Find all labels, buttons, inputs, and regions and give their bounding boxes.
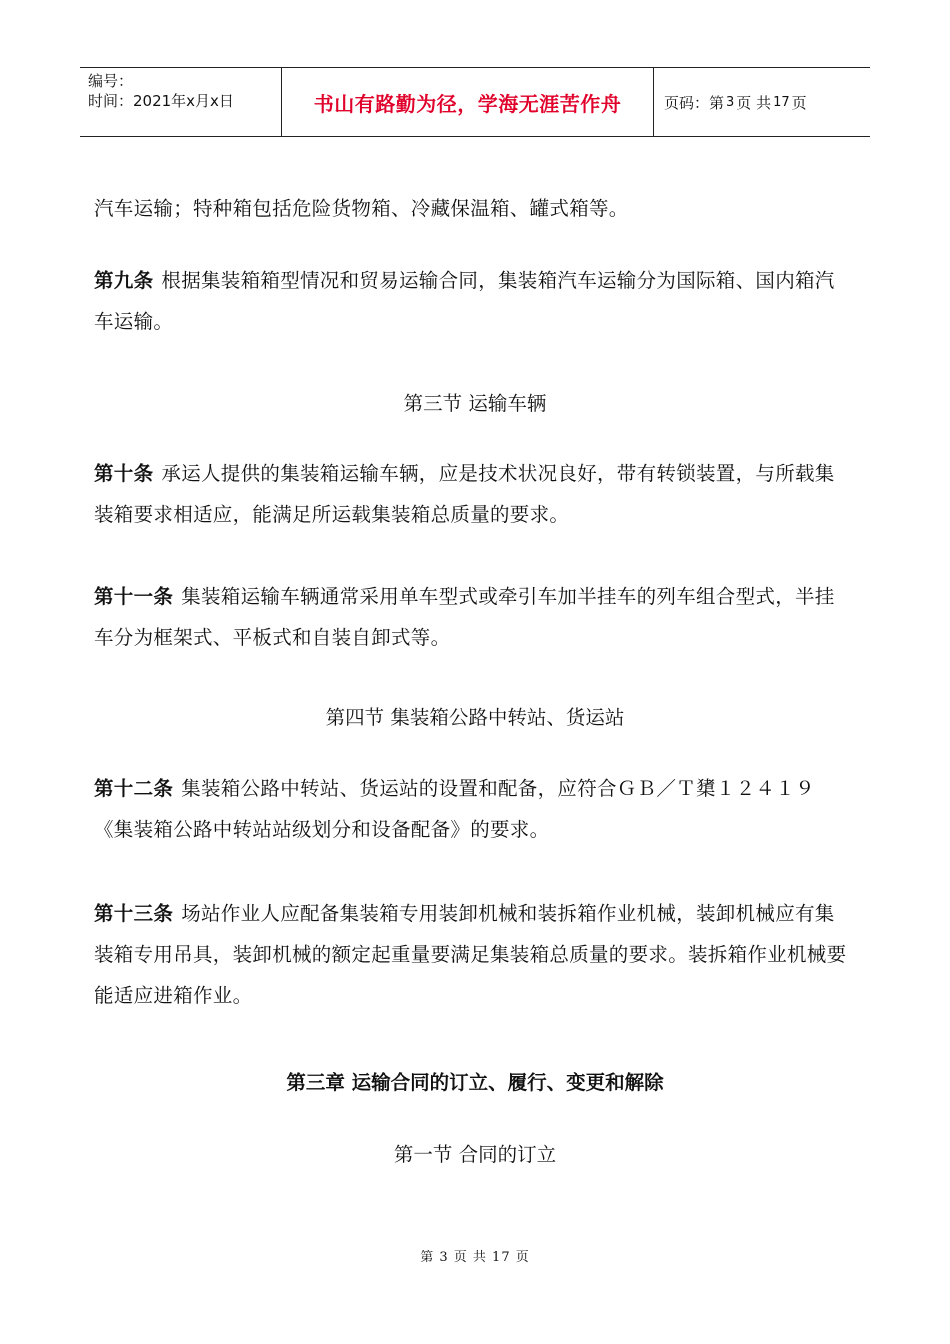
- article-10-label: 第十条: [94, 462, 154, 485]
- article-13-text: 场站作业人应配备集装箱专用装卸机械和装拆箱作业机械，装卸机械应有集装箱专用吊具，装卸机械的额定起重量要满足集装箱总质量的要求。装拆箱作业机械要能适应进箱作业。: [94, 902, 847, 1007]
- page-total: 17: [773, 94, 790, 110]
- article-10: [94, 453, 854, 535]
- article-9: [94, 260, 854, 342]
- time-text: 时间：2021年x月x日: [88, 92, 234, 110]
- header-page-info: [654, 68, 870, 136]
- article-12-text: 集装箱公路中转站、货运站的设置和配备，应符合ＧＢ／Ｔ橥１２４１９《集装箱公路中转站站级划分和设备配备》的要求。: [94, 777, 815, 841]
- article-12-label: 第十二条: [94, 777, 174, 800]
- page-suffix: 页: [791, 93, 807, 112]
- section-3-heading: 第三节 运输车辆: [403, 392, 547, 415]
- header-motto: 书山有路勤为径，学海无涯苦作舟: [282, 68, 654, 136]
- article-10-text: 承运人提供的集装箱运输车辆，应是技术状况良好，带有转锁装置，与所载集装箱要求相适应，能满足所运载集装箱总质量的要求。: [94, 462, 835, 526]
- article-11-label: 第十一条: [94, 585, 174, 608]
- section-4-heading: 第四节 集装箱公路中转站、货运站: [325, 706, 625, 729]
- header-meta: [80, 68, 282, 136]
- article-9-text: 根据集装箱箱型情况和贸易运输合同，集装箱汽车运输分为国际箱、国内箱汽车运输。: [94, 269, 835, 333]
- section-1-heading: 第一节 合同的订立: [393, 1143, 557, 1166]
- article-11: [94, 576, 854, 658]
- paragraph-continued: 汽车运输；特种箱包括危险货物箱、冷藏保温箱、罐式箱等。: [94, 197, 629, 220]
- article-11-text: 集装箱运输车辆通常采用单车型式或牵引车加半挂车的列车组合型式，半挂车分为框架式、平板式和自装自卸式等。: [94, 585, 835, 649]
- chapter-3-heading: 第三章 运输合同的订立、履行、变更和解除: [286, 1071, 664, 1094]
- article-13-label: 第十三条: [94, 902, 174, 925]
- serial-label: 编号：: [88, 72, 134, 90]
- page-header: [80, 67, 870, 137]
- page-number: 3: [726, 94, 735, 110]
- article-13: [94, 893, 854, 1016]
- page-prefix: 页码：第: [664, 93, 725, 112]
- page-footer: 第 3 页 共 17 页: [420, 1250, 530, 1265]
- page-mid: 页 共: [736, 93, 772, 112]
- article-12: [94, 768, 854, 850]
- article-9-label: 第九条: [94, 269, 154, 292]
